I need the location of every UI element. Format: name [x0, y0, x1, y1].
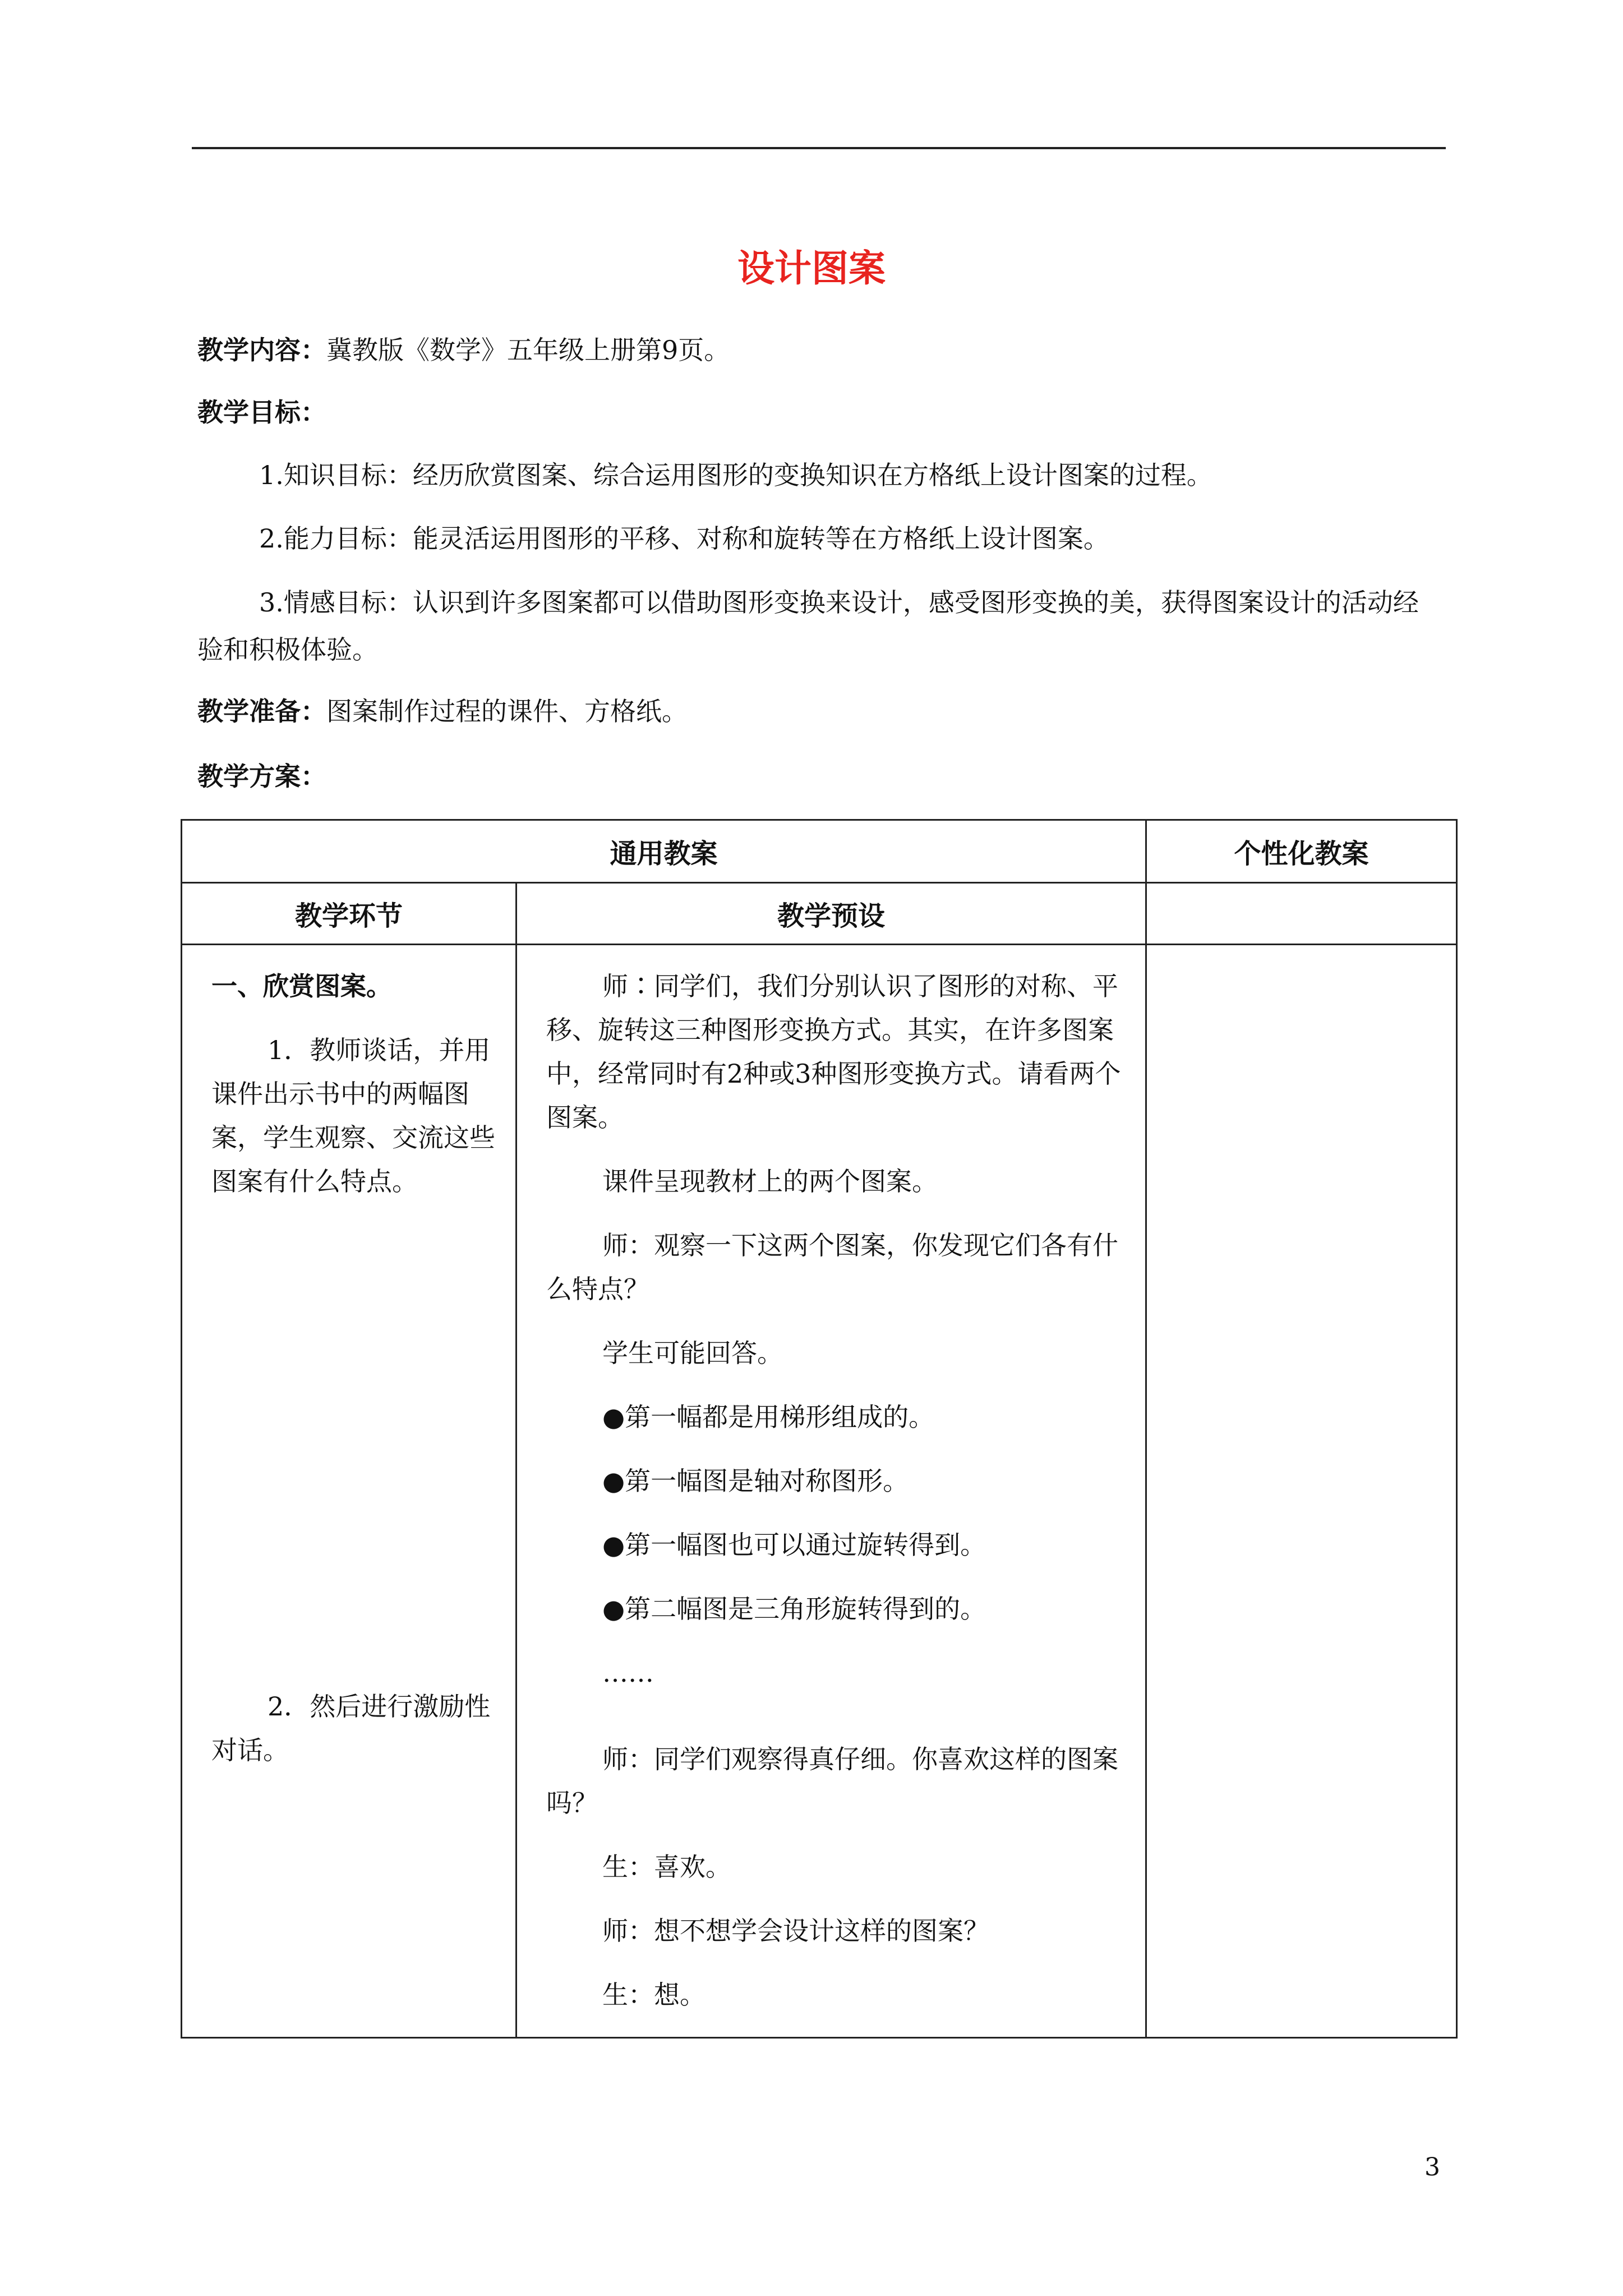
header-personal: 个性化教案: [1146, 820, 1457, 883]
preset-paragraph: 师：同学们观察得真仔细。你喜欢这样的图案吗？: [546, 1744, 1118, 1818]
personal-empty-cell: [1146, 883, 1457, 945]
plan-heading: [197, 753, 1431, 800]
page-title: 设计图案: [737, 247, 886, 290]
page-number: 3: [1424, 2153, 1440, 2182]
preset-paragraph: 师：想不想学会设计这样的图案？: [602, 1916, 989, 1946]
table-row: [182, 945, 1457, 2038]
preset-bullet: ●第一幅图是轴对称图形。: [602, 1466, 909, 1496]
plan-label: 教学方案：: [197, 761, 326, 792]
preset-paragraph: 课件呈现教材上的两个图案。: [602, 1166, 938, 1197]
col-preset: 教学预设: [517, 883, 1146, 945]
content-label: 教学内容：: [197, 335, 326, 365]
objectives-heading: [197, 389, 1431, 436]
objective-item: 3.情感目标：认识到许多图案都可以借助图形变换来设计，感受图形变换的美，获得图案设计的活动经验和积极体验。: [197, 587, 1419, 665]
preset-bullet: ●第一幅都是用梯形组成的。: [602, 1402, 935, 1432]
stage-step: 2．然后进行激励性对话。: [211, 1691, 491, 1765]
content-line: [197, 326, 1431, 374]
objective-item: 1.知识目标：经历欣赏图案、综合运用图形的变换知识在方格纸上设计图案的过程。: [259, 460, 1212, 490]
preparation-text: 图案制作过程的课件、方格纸。: [326, 696, 688, 726]
content-text: 冀教版《数学》五年级上册第9页。: [326, 335, 730, 365]
header-general: 通用教案: [182, 820, 1146, 883]
table-row: [182, 820, 1457, 883]
preset-cell: [517, 945, 1146, 2038]
stage-step: 1．教师谈话，并用课件出示书中的两幅图案，学生观察、交流这些图案有什么特点。: [211, 1035, 495, 1197]
objectives-label: 教学目标：: [197, 397, 326, 427]
preparation-label: 教学准备：: [197, 696, 326, 726]
section-title: 一、欣赏图案。: [211, 971, 392, 1001]
objective-item: 2.能力目标：能灵活运用图形的平移、对称和旋转等在方格纸上设计图案。: [259, 523, 1109, 554]
preparation-line: [197, 688, 1431, 735]
preset-bullet: ●第一幅图也可以通过旋转得到。: [602, 1530, 986, 1560]
personal-cell: [1146, 945, 1457, 2038]
preset-bullet: ●第二幅图是三角形旋转得到的。: [602, 1594, 986, 1624]
preset-ellipsis: ……: [602, 1658, 654, 1688]
col-stage: 教学环节: [182, 883, 517, 945]
preset-paragraph: 师：观察一下这两个图案，你发现它们各有什么特点？: [546, 1230, 1118, 1304]
preset-paragraph: 师∶同学们，我们分别认识了图形的对称、平移、旋转这三种图形变换方式。其实，在许多图案中，经常同时有2种或3种图形变换方式。请看两个图案。: [546, 971, 1121, 1133]
preset-paragraph: 生：想。: [602, 1980, 706, 2010]
preset-paragraph: 生：喜欢。: [602, 1852, 731, 1882]
preset-paragraph: 学生可能回答。: [602, 1338, 783, 1368]
lesson-plan-table: [181, 819, 1458, 2039]
header-rule: [192, 147, 1446, 149]
table-row: [182, 883, 1457, 945]
stage-cell: [182, 945, 517, 2038]
